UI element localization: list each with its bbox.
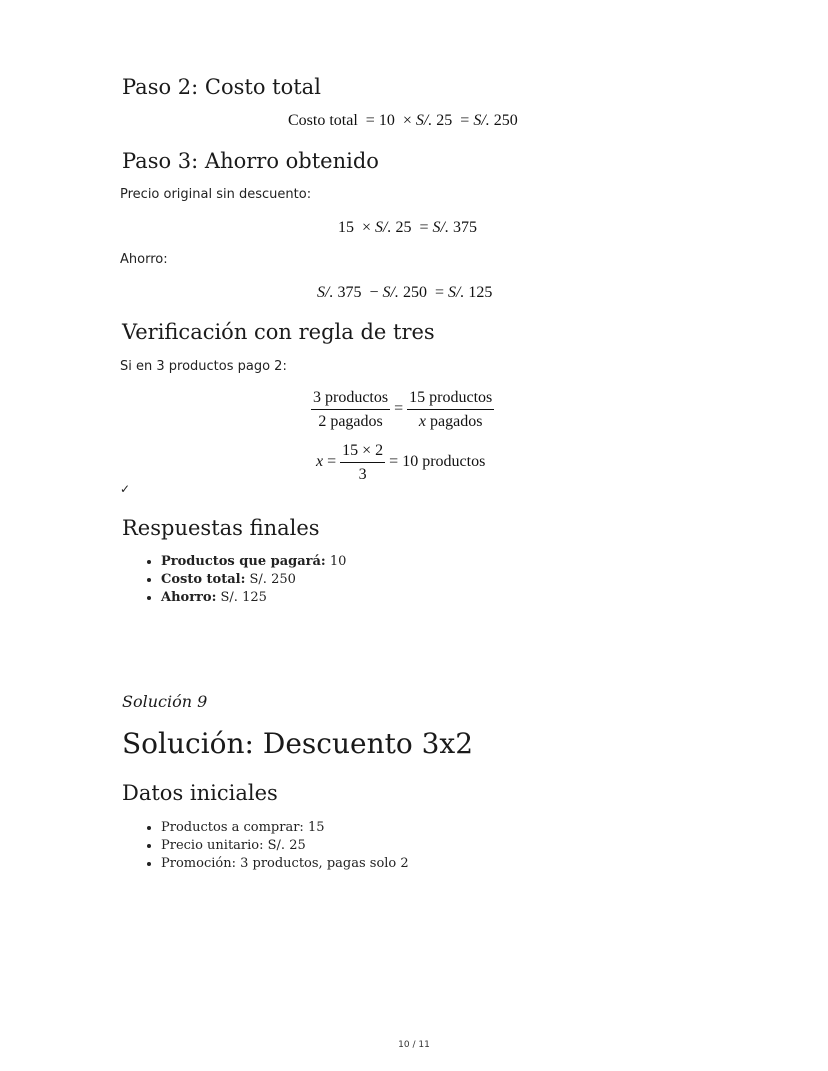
list-item-label: Costo total:: [161, 572, 246, 587]
verificacion-heading: Verificación con regla de tres: [122, 320, 435, 344]
list-item: [161, 571, 346, 589]
list-item-value: S/. 250: [245, 572, 296, 587]
solve-x-equation: [316, 441, 485, 484]
fraction-denominator: 2 pagados: [318, 413, 383, 430]
fraction-denominator: [407, 410, 494, 431]
eq-number: 125: [468, 284, 493, 301]
list-item: [161, 553, 346, 571]
list-item-value: 10: [325, 554, 347, 569]
eq-number: 375: [337, 284, 362, 301]
ahorro-equation: [317, 283, 492, 303]
eq-symbol: =: [394, 400, 404, 418]
check-mark: ✓: [120, 482, 131, 496]
list-item-value: S/. 125: [216, 590, 267, 605]
eq-currency: S/.: [317, 284, 334, 301]
fraction-denominator: 3: [358, 466, 367, 483]
eq-symbol: =: [460, 112, 470, 129]
fraction: [407, 388, 494, 431]
verificacion-intro: Si en 3 productos pago 2:: [120, 359, 287, 374]
solution-caption: Solución 9: [122, 692, 208, 711]
list-item: • Productos a comprar: 15: [161, 819, 409, 837]
eq-number: 10: [378, 112, 395, 129]
list-item-label: Ahorro:: [161, 590, 217, 605]
eq-number: 15: [338, 219, 354, 236]
eq-number: 250: [493, 112, 518, 129]
paso3-heading: Paso 3: Ahorro obtenido: [122, 149, 379, 173]
regla-de-tres-equation: [311, 388, 494, 431]
eq-symbol: =: [389, 453, 399, 471]
costo-total-equation: [288, 111, 518, 131]
eq-number: 25: [436, 112, 453, 129]
fraction-numerator: 3 productos: [311, 388, 390, 410]
eq-number: 250: [402, 284, 427, 301]
eq-currency: S/.: [447, 284, 465, 301]
eq-symbol: =: [365, 112, 375, 129]
eq-variable: x: [418, 413, 427, 430]
eq-symbol: =: [419, 219, 429, 236]
precio-original-label: Precio original sin descuento:: [120, 187, 312, 202]
respuestas-heading: Respuestas finales: [122, 516, 320, 540]
eq-symbol: =: [434, 284, 444, 301]
list-item-label: Productos que pagará:: [161, 554, 326, 569]
fraction-numerator: 15 productos: [407, 388, 494, 410]
datos-heading: Datos iniciales: [122, 781, 278, 805]
eq-number: 375: [452, 219, 477, 236]
eq-symbol: −: [369, 284, 379, 301]
eq-text: pagados: [426, 413, 483, 430]
fraction: [311, 388, 390, 431]
eq-currency: S/.: [375, 219, 392, 236]
eq-currency: S/.: [473, 112, 490, 129]
eq-text: Costo total: [288, 112, 358, 129]
eq-symbol: =: [327, 453, 337, 471]
eq-currency: S/.: [415, 112, 433, 129]
eq-symbol: ×: [402, 112, 412, 129]
datos-list: [140, 819, 409, 873]
respuestas-list: [140, 553, 346, 607]
precio-original-equation: [338, 218, 477, 238]
eq-currency: S/.: [382, 284, 399, 301]
fraction-numerator: 15 × 2: [340, 441, 385, 463]
fraction: [340, 441, 385, 484]
eq-symbol: ×: [362, 219, 372, 236]
list-item: • Promoción: 3 productos, pagas solo 2: [161, 855, 409, 873]
solution-title: Solución: Descuento 3x2: [122, 727, 474, 760]
page-number: 10 / 11: [398, 1040, 430, 1050]
eq-currency: S/.: [432, 219, 449, 236]
ahorro-label: Ahorro:: [120, 252, 168, 267]
list-item: • Precio unitario: S/. 25: [161, 837, 409, 855]
paso2-heading: Paso 2: Costo total: [122, 75, 321, 99]
eq-variable: x: [316, 453, 324, 471]
eq-text: 10 productos: [402, 453, 486, 471]
eq-number: 25: [395, 219, 412, 236]
list-item: [161, 589, 346, 607]
